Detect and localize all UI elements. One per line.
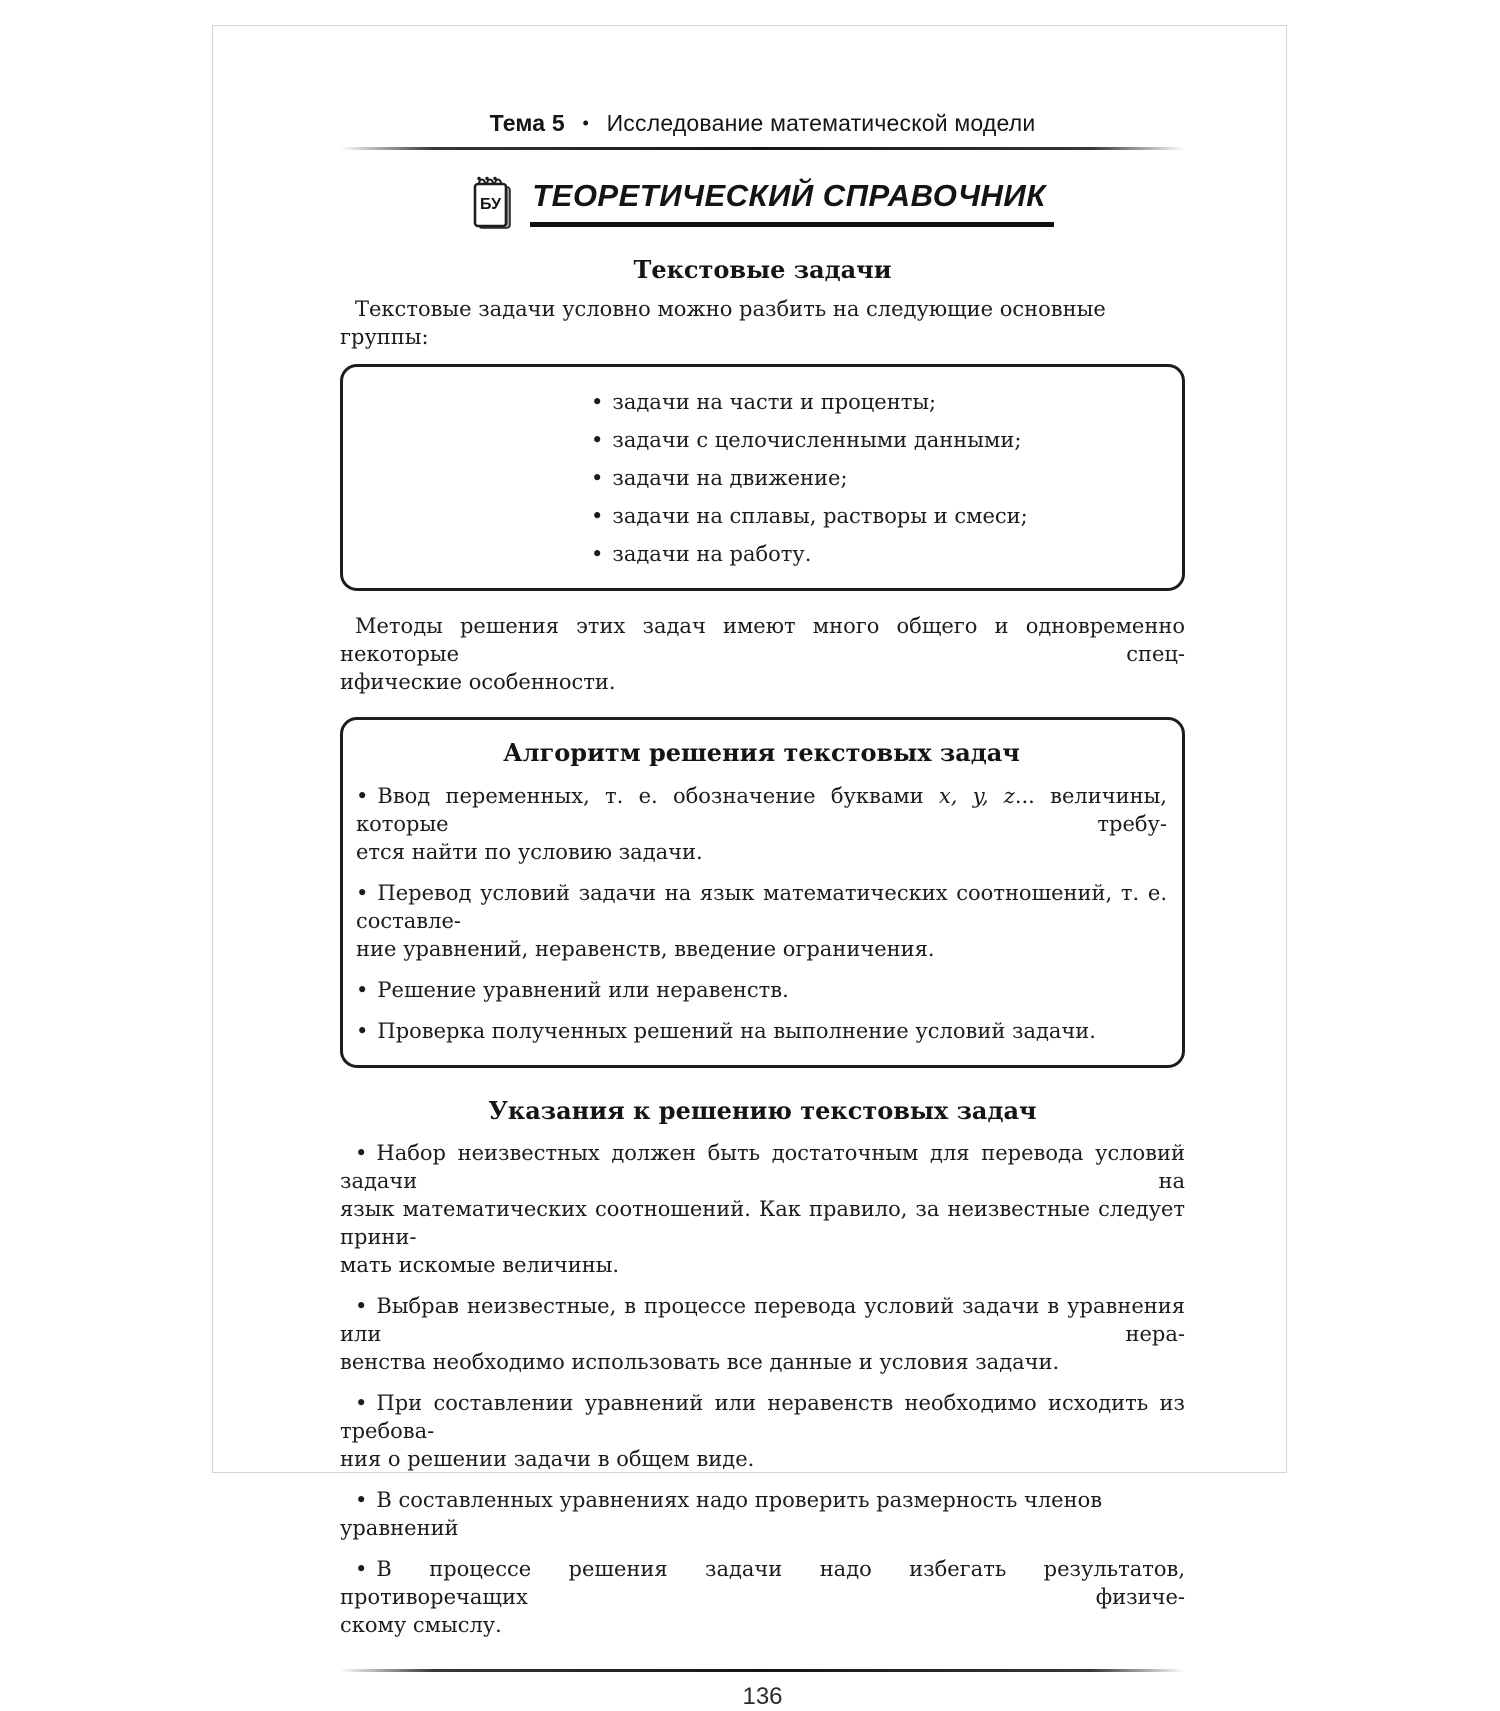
algorithm-box: [340, 717, 1185, 1068]
intro-paragraph: Текстовые задачи условно можно разбить на следующие основные группы:: [340, 297, 1106, 349]
bullet-item: [356, 782, 1167, 866]
groups-box: [340, 364, 1185, 591]
algorithm-box-title: Алгоритм решения текстовых задач: [503, 738, 1020, 767]
text-segment: В процессе решения задачи надо избегать результатов, противоречащих физиче-: [340, 1557, 1185, 1609]
text-segment: скому смыслу.: [340, 1613, 502, 1637]
text-line: [340, 1555, 1185, 1611]
notepad-icon: [471, 174, 515, 236]
text-line: [340, 1611, 1185, 1639]
text-line: [340, 1139, 1185, 1195]
book-page: [212, 25, 1287, 1710]
text-segment: язык математических соотношений. Как правило, за неизвестные следует прини-: [340, 1197, 1185, 1249]
text-line: [356, 976, 1167, 1004]
bullet-marker: •: [356, 1019, 369, 1043]
groups-list: [343, 389, 1182, 567]
text-segment: Выбрав неизвестные, в процессе перевода условий задачи в уравнения или нера-: [340, 1294, 1185, 1346]
content-column: [340, 108, 1185, 1711]
text-line: [340, 1389, 1185, 1445]
reference-banner: [340, 173, 1185, 235]
bullet-item: [340, 1139, 1185, 1279]
guidelines-list: [340, 1139, 1185, 1639]
header-topic-title: Исследование математической модели: [606, 110, 1036, 136]
algorithm-items: [356, 782, 1167, 1045]
bullet-item: [340, 1555, 1185, 1639]
notepad-icon-text: БУ: [480, 196, 502, 213]
variable-italic: x, y, z: [938, 784, 1015, 808]
text-line: [340, 1348, 1185, 1376]
text-line: [340, 612, 1185, 668]
text-segment: венства необходимо использовать все данные и условия задачи.: [340, 1350, 1060, 1374]
text-line: [340, 1445, 1185, 1473]
bullet-marker: •: [355, 1141, 368, 1165]
text-line: [356, 782, 1167, 838]
text-segment: Набор неизвестных должен быть достаточным для перевода условий задачи на: [340, 1141, 1185, 1193]
bullet-marker: •: [356, 978, 369, 1002]
text-line: [356, 1017, 1167, 1045]
list-item: [591, 389, 1182, 415]
text-segment: задачи на сплавы, растворы и смеси;: [612, 504, 1028, 528]
bullet-marker: •: [355, 1557, 368, 1581]
text-line: [340, 1486, 1185, 1542]
text-segment: Решение уравнений или неравенств.: [377, 978, 789, 1002]
bullet-item: [356, 1017, 1167, 1045]
reference-banner-title: ТЕОРЕТИЧЕСКИЙ СПРАВОЧНИК: [530, 173, 1054, 227]
text-line: [356, 879, 1167, 935]
text-line: [340, 668, 1185, 696]
bullet-item: [340, 1486, 1185, 1542]
text-segment: ... величины, которые требу-: [356, 784, 1167, 836]
text-segment: При составлении уравнений или неравенств необходимо исходить из требова-: [340, 1391, 1185, 1443]
bullet-marker: •: [355, 1391, 368, 1415]
text-segment: Методы решения этих задач имеют много общего и одновременно некоторые спец-: [340, 614, 1185, 666]
header-separator-dot: •: [582, 113, 589, 133]
bullet-marker: •: [591, 504, 604, 528]
bullet-marker: •: [591, 542, 604, 566]
list-item: [591, 465, 1182, 491]
bullet-item: [356, 879, 1167, 963]
running-header: [340, 108, 1185, 138]
bullet-marker: •: [355, 1294, 368, 1318]
text-segment: задачи на движение;: [612, 466, 848, 490]
text-line: [340, 1195, 1185, 1251]
text-segment: ется найти по условию задачи.: [356, 840, 703, 864]
bullet-marker: •: [591, 390, 604, 414]
list-item: [591, 427, 1182, 453]
section-heading-text-problems: Текстовые задачи: [633, 255, 892, 284]
header-topic-label: Тема 5: [489, 110, 565, 136]
header-rule: [340, 147, 1185, 150]
text-line: [340, 1292, 1185, 1348]
bullet-marker: •: [356, 881, 369, 905]
footer-rule: [340, 1669, 1185, 1672]
text-segment: Перевод условий задачи на язык математических соотношений, т. е. составле-: [356, 881, 1167, 933]
bullet-marker: •: [591, 428, 604, 452]
text-segment: Ввод переменных, т. е. обозначение буквами: [377, 784, 939, 808]
text-segment: задачи с целочисленными данными;: [612, 428, 1022, 452]
list-item: [591, 541, 1182, 567]
text-segment: Проверка полученных решений на выполнение условий задачи.: [377, 1019, 1096, 1043]
page-number: 136: [742, 1683, 783, 1710]
bullet-item: [356, 976, 1167, 1004]
text-line: [340, 1251, 1185, 1279]
bullet-marker: •: [356, 784, 369, 808]
text-line: [356, 838, 1167, 866]
text-segment: мать искомые величины.: [340, 1253, 620, 1277]
section-heading-guidelines: Указания к решению текстовых задач: [488, 1096, 1037, 1125]
bullet-item: [340, 1292, 1185, 1376]
bullet-marker: •: [591, 466, 604, 490]
text-segment: ифические особенности.: [340, 670, 616, 694]
bullet-item: [340, 1389, 1185, 1473]
list-item: [591, 503, 1182, 529]
text-segment: В составленных уравнениях надо проверить размерность членов уравнений: [340, 1488, 1103, 1540]
methods-paragraph: [340, 612, 1185, 696]
text-segment: задачи на работу.: [612, 542, 812, 566]
text-segment: задачи на части и проценты;: [612, 390, 937, 414]
text-line: [356, 935, 1167, 963]
text-segment: ния о решении задачи в общем виде.: [340, 1447, 755, 1471]
text-segment: ние уравнений, неравенств, введение ограничения.: [356, 937, 935, 961]
bullet-marker: •: [355, 1488, 368, 1512]
